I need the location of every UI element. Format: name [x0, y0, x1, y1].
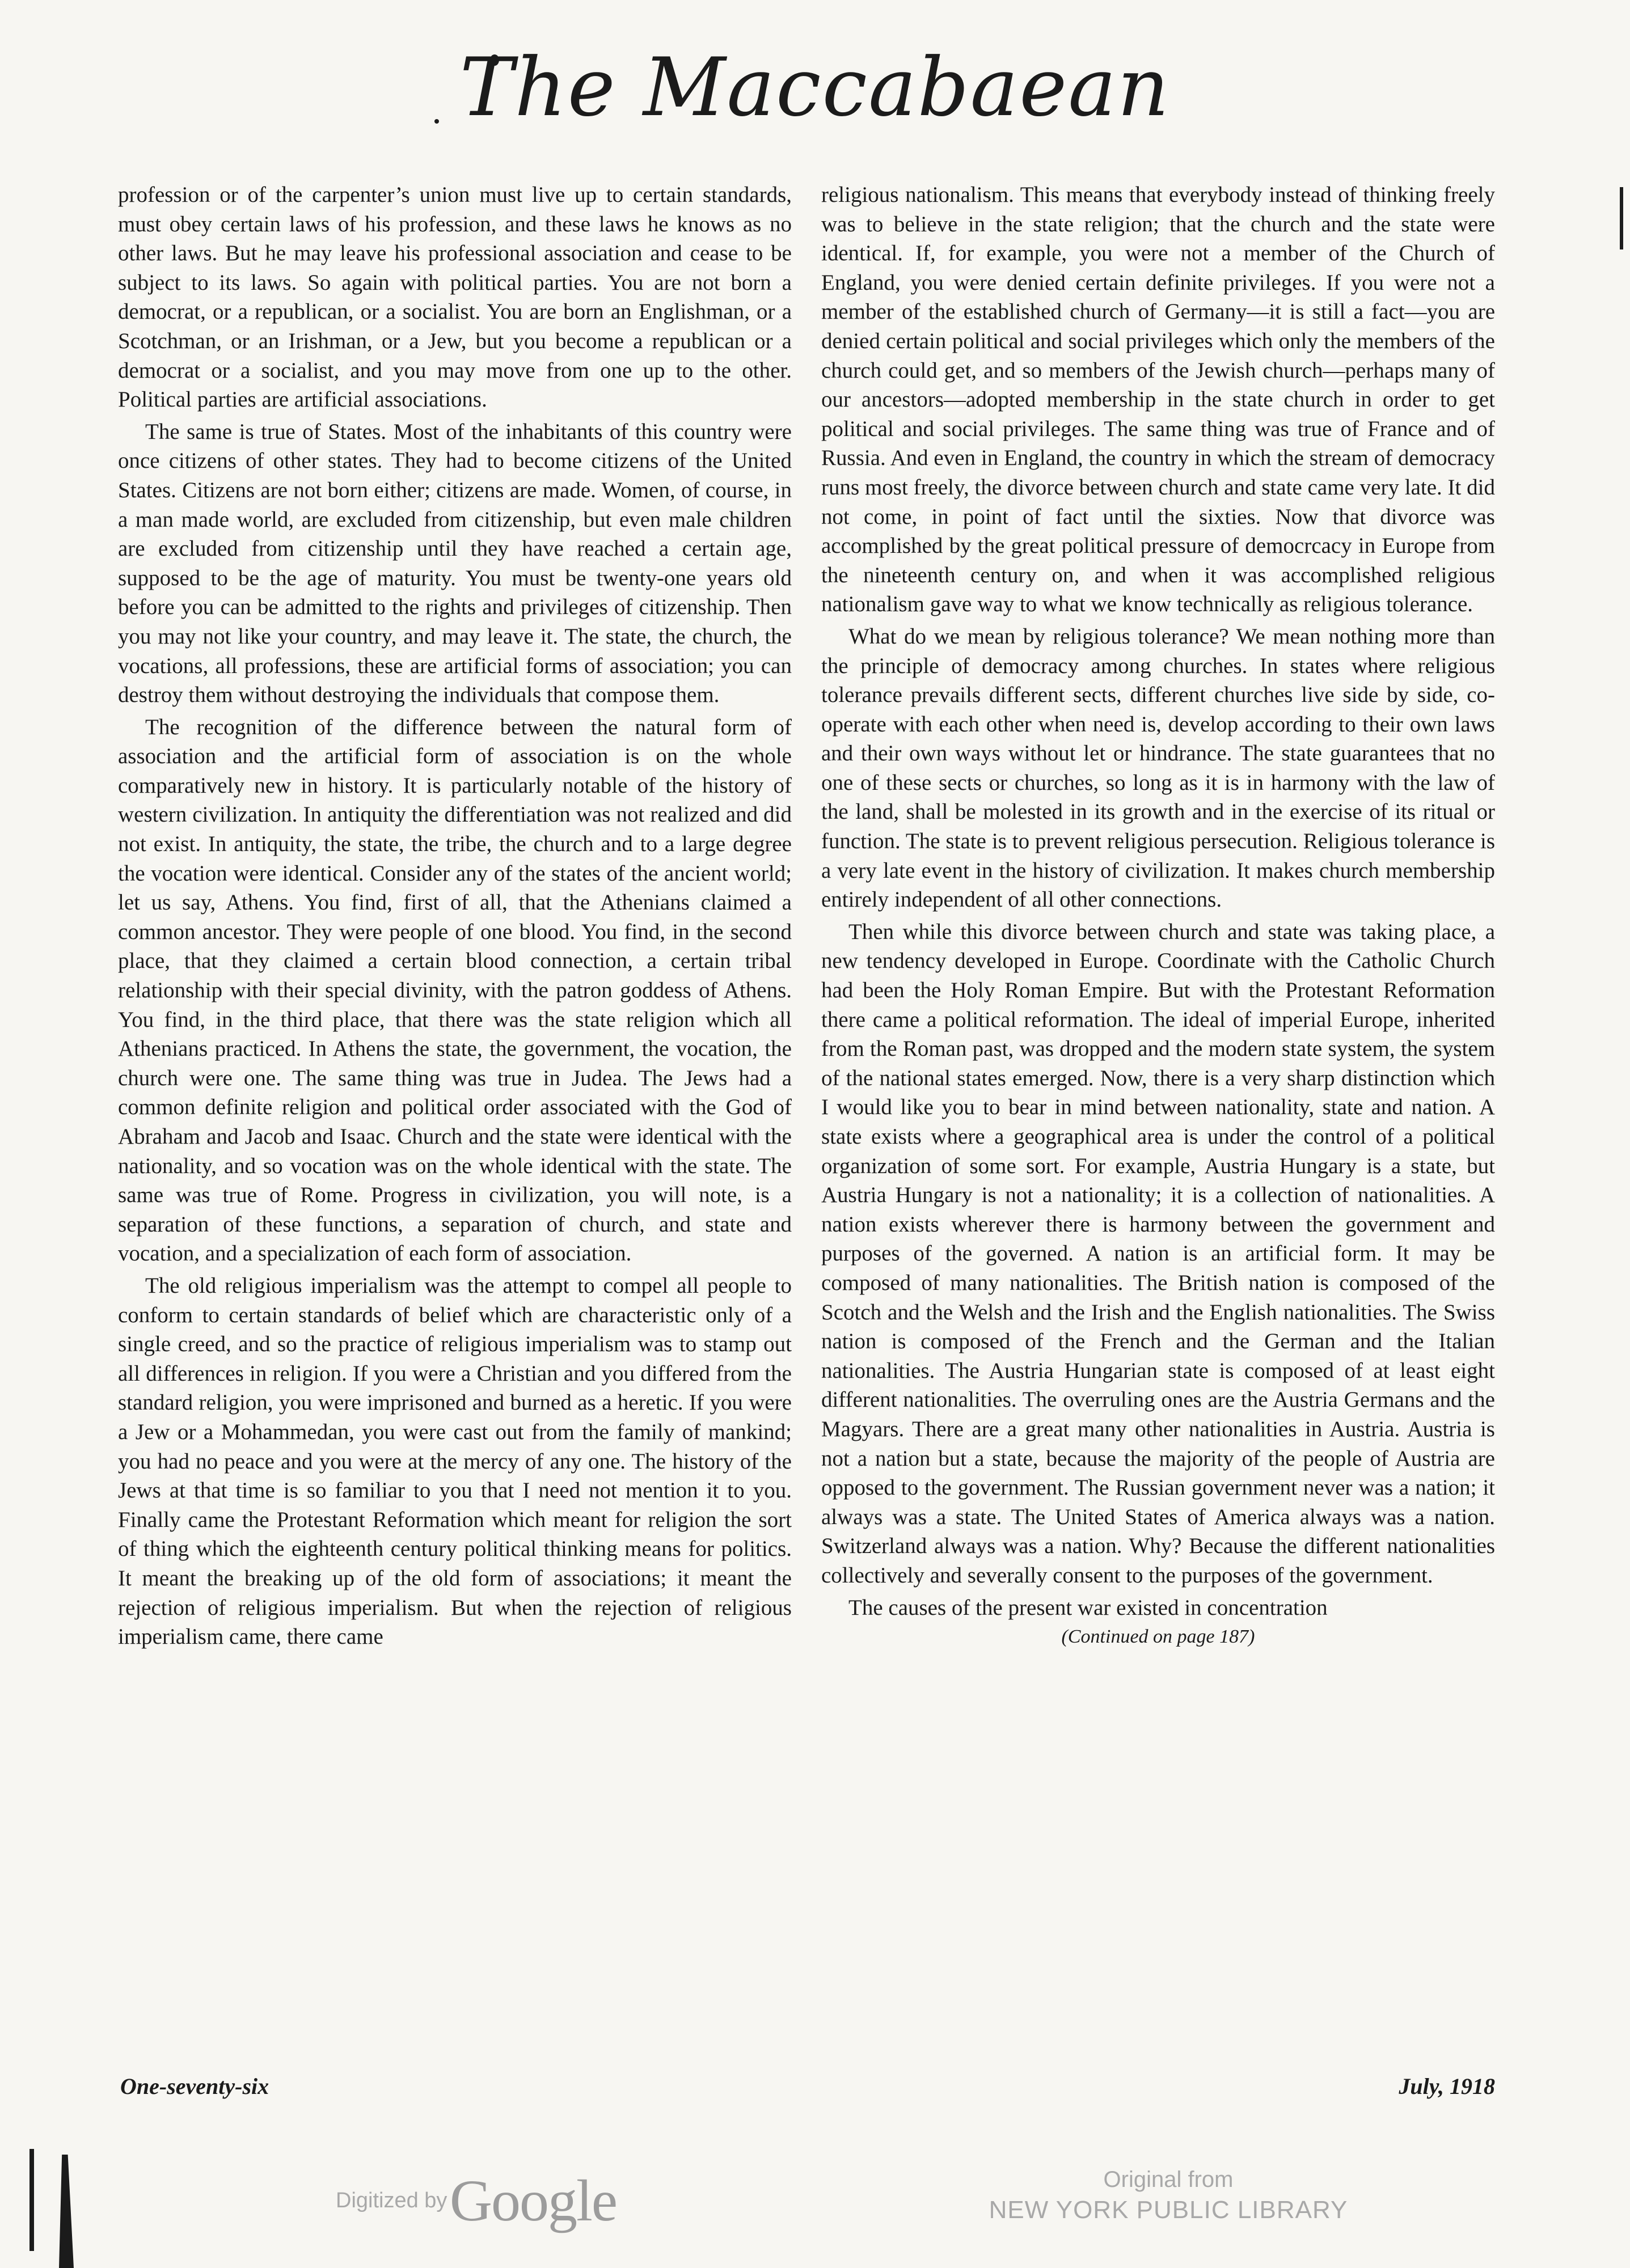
- paragraph: religious nationalism. This means that everybody instead of thinking freely was to believe in the state religion; that the church and the state were identical. If, for example, you were not a member of the Church of England, you were denied certain definite privileges. If you were not a member of the established church of Germany—it is still a fact—you are denied certain political and social privileges which only the members of the church could get, and so members of the Jewish church—perhaps many of our ancestors—adopted membership in the state church in order to get political and social privileges. The same thing was true of France and of Russia. And even in England, the country in which the stream of democracy runs most freely, the divorce between church and state came very late. It did not come, in point of fact until the sixties. Now that divorce was accomplished by the great political pressure of democrcacy in Europe from the nineteenth century on, and when it was accomplished religious nationalism gave way to what we know technically as religious tolerance.: [821, 183, 1495, 617]
- google-logo: Google: [449, 2168, 617, 2233]
- paragraph: The old religious imperialism was the attempt to compel all people to conform to certain standards of belief which are characteristic only of a single creed, and so the practice of religious imperialism was to stamp out all differences in religion. If you were a Christian and you differed from the standard religion, you were imprisoned and burned as a heretic. If you were a Jew or a Mohammedan, you were cast out from the family of mankind; you had no peace and you were at the mercy of any one. The history of the Jews at that time is so familiar to you that I need not mention it to you. Finally came the Protestant Reformation which meant for religion the sort of thing which the eighteenth century political thinking means for politics. It meant the breaking up of the old form of associations; it meant the rejection of religious imperialism. But when the rejection of religious imperialism came, there came: [118, 1273, 792, 1649]
- original-from-label: Original from: [1103, 2167, 1234, 2192]
- scan-edge-mark: [1620, 187, 1623, 249]
- continued-note: (Continued on page 187): [1061, 1626, 1255, 1648]
- digitized-by-label: Digitized by: [336, 2189, 447, 2212]
- paragraph: What do we mean by religious tolerance? We mean nothing more than the principle of democracy among churches. In states where religious tolerance prevails different sects, different churches live side by side, co-operate with each other when need is, develop according to their own laws and their own ways without let or hindrance. The state guarantees that no one of these sects or churches, so long as it is in harmony with the law of the land, shall be molested in its growth and in the exercise of its ritual or function. The state is to prevent religious persecution. Religious tolerance is a very late event in the history of civilization. It makes church membership entirely independent of all other connections.: [821, 624, 1495, 912]
- page-title: The Maccabaean: [459, 41, 1171, 134]
- library-name: NEW YORK PUBLIC LIBRARY: [989, 2196, 1348, 2224]
- page-number-label: One-seventy-six: [120, 2074, 269, 2099]
- paragraph: The same is true of States. Most of the inhabitants of this country were once citizens of other states. They had to become citizens of the United States. Citizens are not born either; citizens are made. Women, of course, in a man made world, are excluded from citizenship, but even male children are excluded from citizenship until they have reached a certain age, supposed to be the age of maturity. You must be twenty-one years old before you can be admitted to the rights and privileges of citizenship. Then you may not like your country, and may leave it. The state, the church, the vocations, all professions, these are artificial forms of association; you can destroy them without destroying the individuals that compose them.: [118, 419, 792, 708]
- right-column: [821, 180, 1495, 1649]
- paragraph: Then while this divorce between church and state was taking place, a new tendency developed in Europe. Coordinate with the Catholic Church had been the Holy Roman Empire. But with the Protestant Reformation there came a political reformation. The ideal of imperial Europe, inherited from the Roman past, was dropped and the modern state system, the system of the national states emerged. Now, there is a very sharp distinction which I would like you to bear in mind between nationality, state and nation. A state exists where a geographical area is under the control of a political organization of some sort. For example, Austria Hungary is a state, but Austria Hungary is not a nationality; it is a collection of nationalities. A nation exists wherever there is harmony between the government and purposes of the governed. A nation is an artificial form. It may be composed of many nationalities. The British nation is composed of the Scotch and the Welsh and the Irish and the English nationalities. The Swiss nation is composed of the French and the German and the Italian nationalities. The Austria Hungarian state is composed of at least eight different nationalities. The overruling ones are the Austria Germans and the Magyars. There are a great many other nationalities in Austria. Austria is not a nation but a state, because the majority of the people of Austria are opposed to the government. The Russian government never was a nation; it always was a state. The United States of America always was a nation. Switzerland always was a nation. Why? Because the different nationalities collectively and severally consent to the purposes of the government.: [821, 919, 1495, 1588]
- paragraph: The recognition of the difference between the natural form of association and the artificial form of association is on the whole comparatively new in history. It is particularly notable of the history of western civilization. In antiquity the differentiation was not realized and did not exist. In antiquity, the state, the tribe, the church and to a large degree the vocation were identical. Consider any of the states of the ancient world; let us say, Athens. You find, first of all, that the Athenians claimed a common ancestor. They were people of one blood. You find, in the second place, that they claimed a certain blood connection, a certain tribal relationship with their special divinity, with the patron goddess of Athens. You find, in the third place, that there was the state religion which all Athenians practiced. In Athens the state, the government, the vocation, the church were one. The same thing was true in Judea. The Jews had a common definite religion and political order associated with the God of Abraham and Jacob and Isaac. Church and the state were identical with the nationality, and so vocation was on the whole identical with the state. The same was true of Rome. Progress in civilization, you will note, is a separation of these functions, a separation of church, and state and vocation, and a specialization of each form of association.: [118, 714, 792, 1266]
- scan-edge-mark: [59, 2155, 74, 2268]
- paragraph: The causes of the present war existed in concentration: [848, 1595, 1328, 1620]
- issue-date: July, 1918: [1399, 2074, 1495, 2099]
- source-watermark: [964, 2165, 1373, 2226]
- digitized-watermark: [336, 2167, 616, 2235]
- paragraph: profession or of the carpenter’s union must live up to certain standards, must obey certain laws of his profession, and these laws he knows as no other laws. But he may leave his professional association and cease to be subject to its laws. So again with political parties. You are not born a democrat, or a republican, or a socialist. You are born an Englishman, or a Scotchman, or an Irishman, or a Jew, but you become a republican or a democrat or a socialist, and you may move from one up to the other. Political parties are artificial associations.: [118, 183, 792, 412]
- left-column: [118, 180, 792, 1655]
- scan-edge-mark: [29, 2149, 34, 2251]
